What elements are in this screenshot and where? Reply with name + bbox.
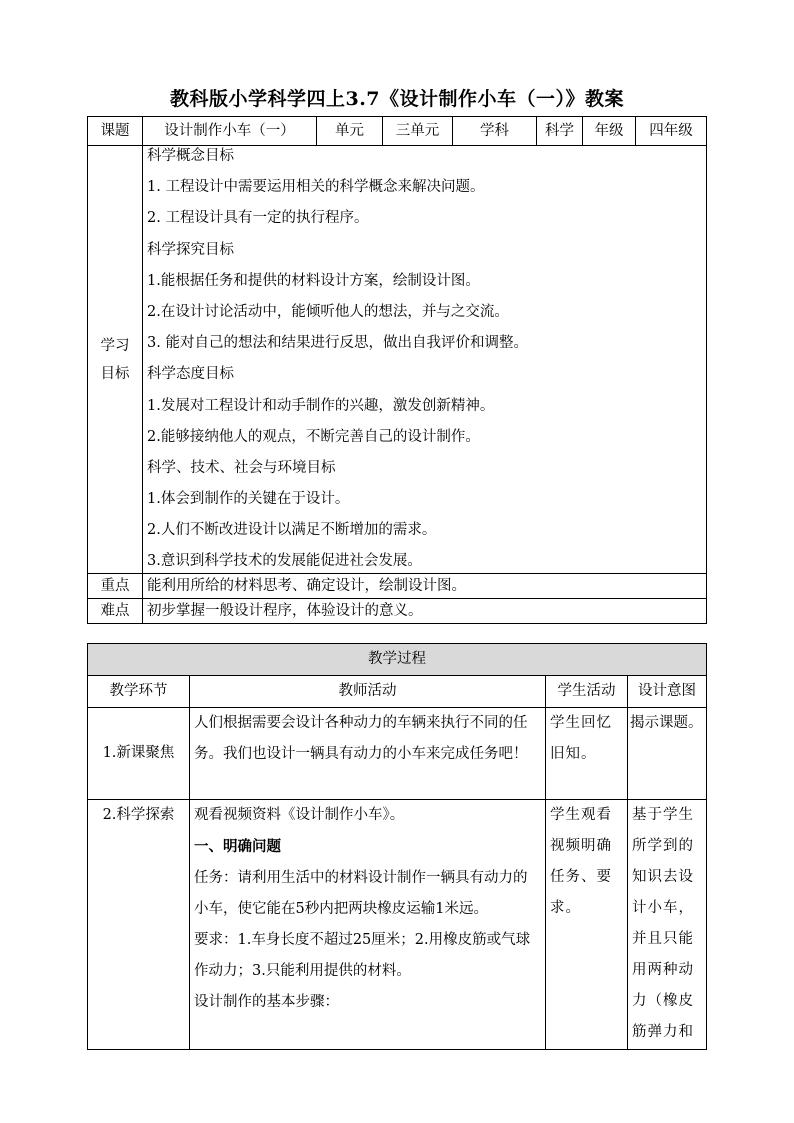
- goal-line: 1. 工程设计中需要运用相关的科学概念来解决问题。: [147, 179, 485, 196]
- goal-line: 科学态度目标: [147, 366, 234, 383]
- grade-value: 四年级: [636, 117, 707, 146]
- goal-line: 2.人们不断改进设计以满足不断增加的需求。: [147, 522, 437, 539]
- difficulty-label: 难点: [88, 599, 143, 624]
- student-cell: 学生回忆旧知。: [546, 708, 628, 800]
- goals-label: [88, 146, 143, 574]
- label-grade: 年级: [583, 117, 636, 146]
- intent-cell: 揭示课题。: [628, 708, 707, 800]
- page-title: 教科版小学科学四上3.7《设计制作小车（一）》教案: [169, 88, 625, 110]
- difficulty-row: [88, 599, 707, 624]
- header-row: [88, 117, 707, 146]
- key-point-label: 重点: [88, 574, 143, 599]
- process-heading: 教学过程: [88, 644, 707, 676]
- label-topic: 课题: [88, 117, 143, 146]
- topic-value: 设计制作小车（一）: [143, 117, 317, 146]
- teacher-task: 任务：请利用生活中的材料设计制作一辆具有动力的小车，使它能在5秒内把两块橡皮运输1米远。: [194, 870, 528, 917]
- lesson-info-table: [87, 116, 707, 624]
- goal-line: 2.在设计讨论活动中，能倾听他人的想法，并与之交流。: [147, 303, 509, 320]
- goal-line: 1.发展对工程设计和动手制作的兴趣，激发创新精神。: [147, 397, 495, 414]
- goal-line: 科学、技术、社会与环境目标: [147, 459, 336, 476]
- goals-label-text: 学习目标: [100, 337, 130, 382]
- teacher-requirements: 要求：1.车身长度不超过25厘米；2.用橡皮筋或气球作动力；3.只能利用提供的材料。: [194, 932, 531, 979]
- subject-value: 科学: [537, 117, 583, 146]
- label-subject: 学科: [453, 117, 537, 146]
- label-unit: 单元: [317, 117, 383, 146]
- problem-heading: 一、明确问题: [194, 838, 281, 855]
- intent-cell: 基于学生所学到的知识去设计小车，并且只能用两种动力（橡皮筋弹力和: [628, 800, 707, 1050]
- goal-line: 科学探究目标: [147, 241, 234, 258]
- table-row: [88, 708, 707, 800]
- goal-line: 2. 工程设计具有一定的执行程序。: [147, 210, 369, 227]
- goals-content: [143, 146, 707, 574]
- key-point-text: 能利用所给的材料思考、确定设计，绘制设计图。: [143, 574, 707, 599]
- teaching-process-table: [87, 643, 707, 1050]
- teacher-heading: [194, 831, 541, 863]
- stage-cell: 2.科学探索: [88, 800, 190, 1050]
- goals-row: [88, 146, 707, 574]
- teacher-cell: 人们根据需要会设计各种动力的车辆来执行不同的任务。我们也设计一辆具有动力的小车来完成任务吧！: [190, 708, 546, 800]
- key-point-row: [88, 574, 707, 599]
- teacher-intro: 观看视频资料《设计制作小车》。: [194, 807, 405, 823]
- goal-line: 1.体会到制作的关键在于设计。: [147, 491, 350, 508]
- teacher-cell: [190, 800, 546, 1050]
- teacher-steps: 设计制作的基本步骤：: [194, 994, 339, 1010]
- stage-cell: 1.新课聚焦: [88, 708, 190, 800]
- goal-line: 1.能根据任务和提供的材料设计方案，绘制设计图。: [147, 272, 480, 289]
- col-stage-header: 教学环节: [88, 676, 190, 708]
- student-cell: 学生观看视频明确任务、要求。: [546, 800, 628, 1050]
- col-intent-header: 设计意图: [628, 676, 707, 708]
- col-student-header: 学生活动: [546, 676, 628, 708]
- process-column-headers: [88, 676, 707, 708]
- difficulty-text: 初步掌握一般设计程序，体验设计的意义。: [143, 599, 707, 624]
- goal-line: 科学概念目标: [147, 148, 234, 164]
- goal-line: 3. 能对自己的想法和结果进行反思，做出自我评价和调整。: [147, 335, 528, 352]
- unit-value: 三单元: [383, 117, 453, 146]
- goal-line: 3.意识到科学技术的发展能促进社会发展。: [147, 553, 422, 570]
- table-row: [88, 800, 707, 1050]
- goal-line: 2.能够接纳他人的观点，不断完善自己的设计制作。: [147, 428, 480, 445]
- col-teacher-header: 教师活动: [190, 676, 546, 708]
